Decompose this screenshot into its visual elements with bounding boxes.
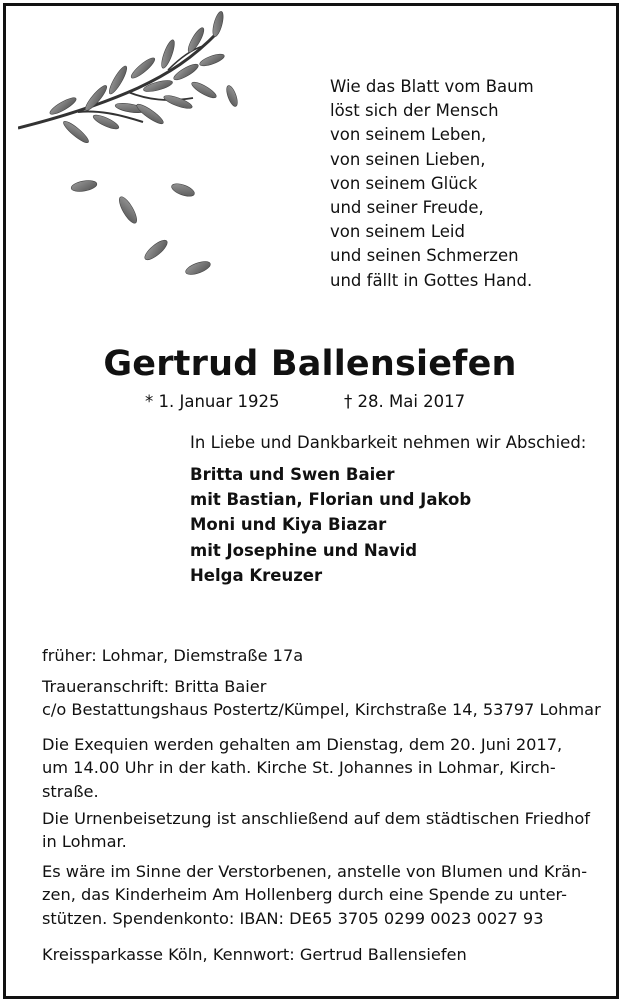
bank-line: Kreissparkasse Köln, Kennwort: Gertrud Ballensiefen	[42, 945, 467, 964]
exequies-line: um 14.00 Uhr in der kath. Kirche St. Johannes in Lohmar, Kirch-	[42, 758, 556, 778]
donation-line: Es wäre im Sinne der Verstorbenen, anstelle von Blumen und Krän-	[42, 862, 588, 881]
mourner: Britta und Swen Baier	[190, 465, 395, 484]
mourner: Moni und Kiya Biazar	[190, 515, 387, 535]
donation-line: stützen. Spendenkonto: IBAN: DE65 3705 0299 0023 0027 93	[42, 908, 544, 928]
poem-line: von seinen Lieben,	[330, 149, 486, 169]
exequies-line: straße.	[42, 781, 99, 801]
bank-details	[42, 943, 582, 966]
poem-line: von seinem Leid	[330, 222, 465, 242]
mourners-list	[190, 462, 471, 588]
deceased-name: Gertrud Ballensiefen	[103, 344, 517, 384]
urn-burial-line: Die Urnenbeisetzung ist anschließend auf dem städtischen Friedhof	[42, 809, 590, 828]
poem-line: und seiner Freude,	[330, 198, 484, 218]
exequies-notice	[42, 733, 582, 803]
farewell-intro: In Liebe und Dankbarkeit nehmen wir Abschied:	[190, 433, 587, 452]
donation-line: zen, das Kinderheim Am Hollenberg durch eine Spende zu unter-	[42, 885, 567, 905]
poem-line: von seinem Leben,	[330, 125, 487, 145]
mourner: mit Bastian, Florian und Jakob	[190, 490, 472, 510]
mourning-address-line: c/o Bestattungshaus Postertz/Kümpel, Kirchstraße 14, 53797 Lohmar	[42, 700, 601, 720]
donation-notice	[42, 860, 588, 930]
birth-date: * 1. Januar 1925	[145, 392, 280, 411]
poem-line: und seinen Schmerzen	[330, 246, 519, 266]
poem-line: und fällt in Gottes Hand.	[330, 270, 533, 290]
mourning-address	[42, 675, 601, 722]
urn-burial-line: in Lohmar.	[42, 832, 127, 852]
mourner: Helga Kreuzer	[190, 565, 323, 585]
former-address-line: früher: Lohmar, Diemstraße 17a	[42, 646, 304, 665]
poem-line: von seinem Glück	[330, 173, 478, 193]
urn-burial-notice	[42, 807, 590, 854]
poem	[330, 75, 534, 293]
exequies-line: Die Exequien werden gehalten am Dienstag, dem 20. Juni 2017,	[42, 735, 563, 754]
mourner: mit Josephine und Navid	[190, 540, 418, 560]
former-address	[42, 644, 582, 667]
poem-line: Wie das Blatt vom Baum	[330, 77, 534, 96]
mourning-address-line: Traueranschrift: Britta Baier	[42, 677, 267, 696]
death-date: † 28. Mai 2017	[344, 392, 466, 411]
poem-line: löst sich der Mensch	[330, 101, 499, 121]
branch-leaves-illustration	[18, 10, 258, 280]
